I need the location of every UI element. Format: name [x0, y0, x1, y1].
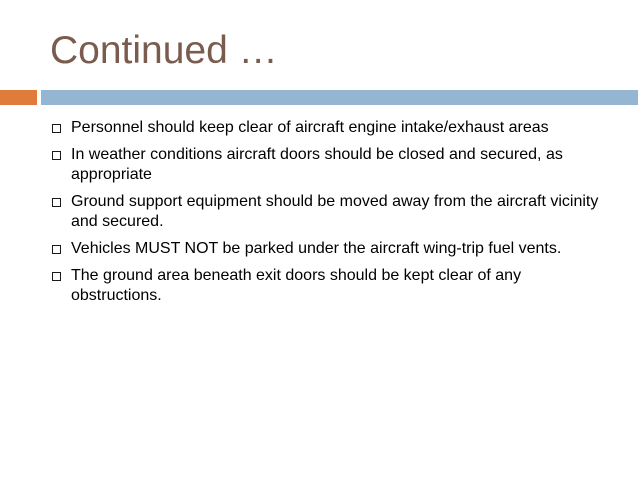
bullet-text: Vehicles MUST NOT be parked under the aircraft wing-trip fuel vents.	[71, 240, 562, 257]
list-item	[52, 239, 612, 259]
bullet-list	[52, 118, 612, 313]
list-item	[52, 145, 612, 185]
bullet-text: In weather conditions aircraft doors should be closed and secured, as appropriate	[71, 146, 563, 183]
square-bullet-icon	[52, 198, 61, 207]
accent-bar-orange	[0, 90, 37, 105]
list-item	[52, 266, 612, 306]
list-item	[52, 192, 612, 232]
square-bullet-icon	[52, 245, 61, 254]
bullet-text: Ground support equipment should be moved away from the aircraft vicinity and secured.	[71, 193, 599, 230]
list-item	[52, 118, 612, 138]
bullet-text: The ground area beneath exit doors should be kept clear of any obstructions.	[71, 267, 522, 304]
square-bullet-icon	[52, 151, 61, 160]
slide-title: Continued …	[50, 29, 278, 72]
square-bullet-icon	[52, 272, 61, 281]
accent-bar-blue	[41, 90, 638, 105]
bullet-text: Personnel should keep clear of aircraft engine intake/exhaust areas	[71, 119, 549, 136]
square-bullet-icon	[52, 124, 61, 133]
